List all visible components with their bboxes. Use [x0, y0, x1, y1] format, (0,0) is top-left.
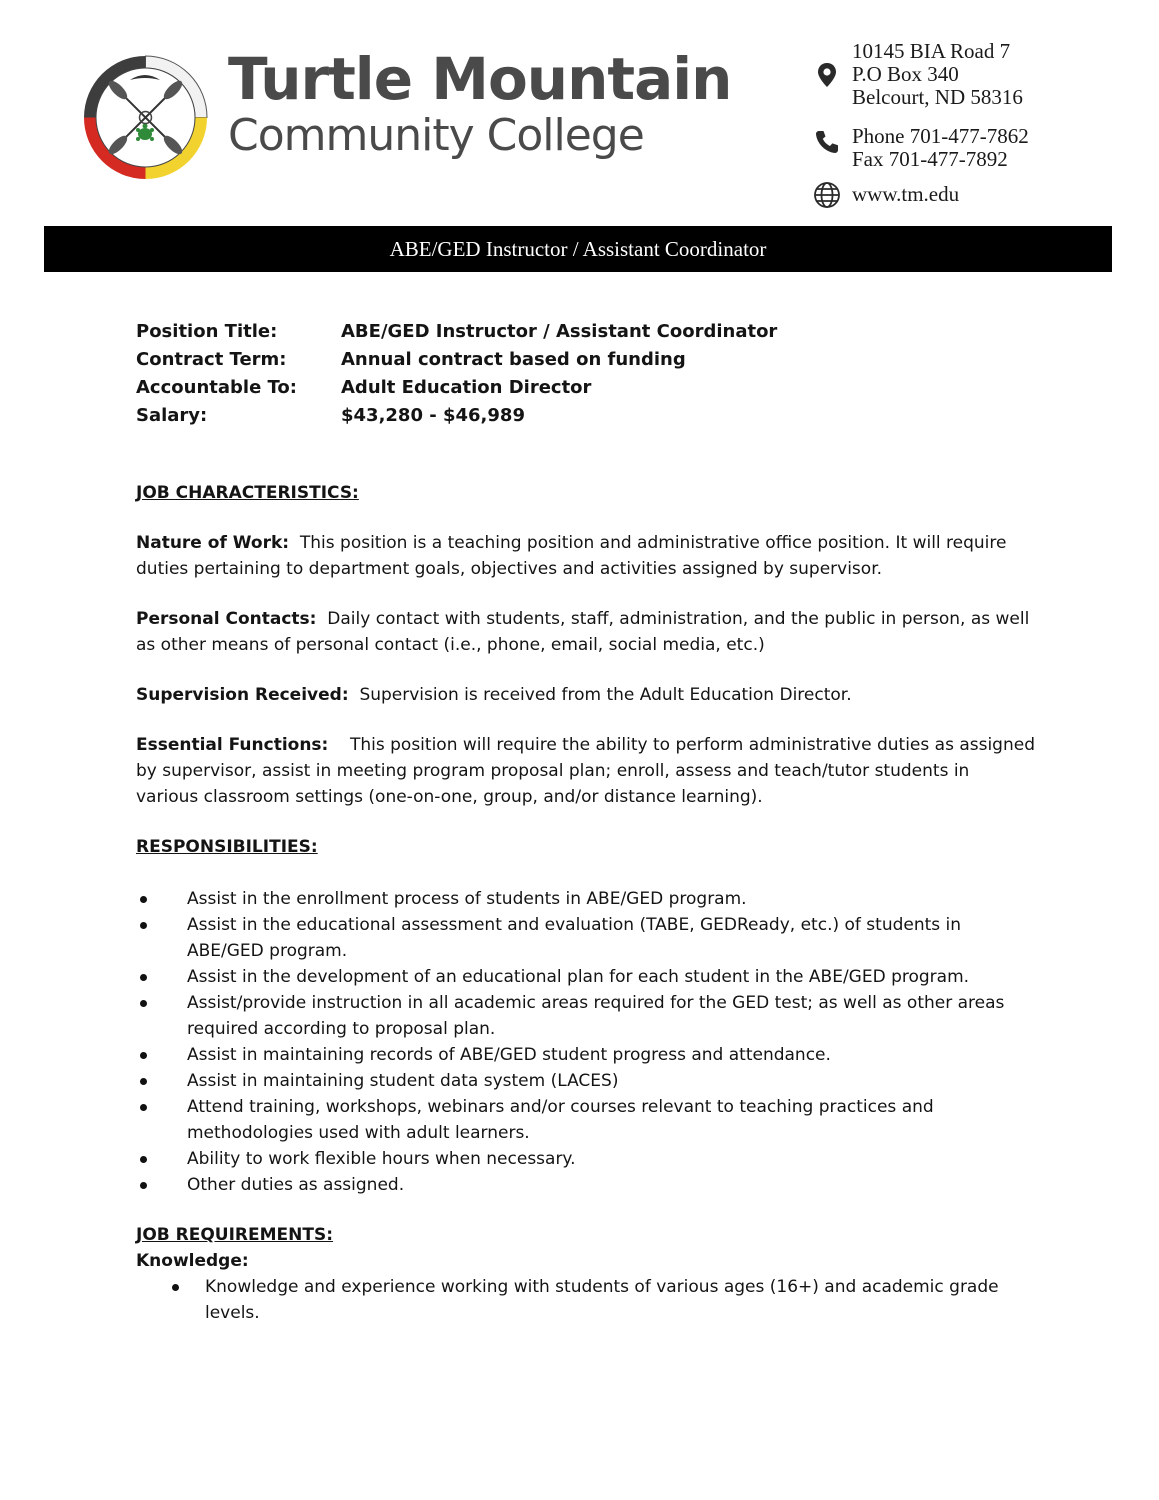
map-pin-icon [812, 60, 842, 90]
address-line-2: P.O Box 340 [852, 62, 959, 86]
personal-contacts-text: Daily contact with students, staff, administration, and the public in person, as well as other means of personal contact (i.e., phone, email, social media, etc.) [136, 609, 1030, 655]
supervision-received-text: Supervision is received from the Adult Education Director. [359, 685, 852, 705]
job-requirements-heading: JOB REQUIREMENTS: [136, 1225, 334, 1245]
knowledge-list [136, 1274, 1036, 1326]
list-item: Ability to work flexible hours when necessary. [136, 1146, 1036, 1172]
list-item: Knowledge and experience working with students of various ages (16+) and academic grade levels. [136, 1274, 1036, 1326]
info-value: Adult Education Director [341, 377, 592, 398]
globe-icon [812, 180, 842, 210]
responsibilities-heading: RESPONSIBILITIES: [136, 837, 318, 857]
phone-number: Phone 701-477-7862 [852, 124, 1029, 148]
nature-of-work-label: Nature of Work: [136, 533, 290, 553]
job-title-banner-text: ABE/GED Instructor / Assistant Coordinator [389, 236, 767, 261]
list-item: Assist in maintaining records of ABE/GED student progress and attendance. [136, 1042, 1036, 1068]
info-row-contract-term [136, 346, 1036, 374]
nature-of-work-paragraph [136, 530, 1036, 582]
list-item: Assist in maintaining student data system (LACES) [136, 1068, 1036, 1094]
info-label: Position Title: [136, 321, 278, 342]
info-row-position-title [136, 318, 1036, 346]
job-characteristics-heading: JOB CHARACTERISTICS: [136, 483, 359, 503]
org-name-line1: Turtle Mountain [228, 45, 732, 113]
info-row-salary [136, 402, 1036, 430]
org-name-line2: Community College [228, 110, 644, 161]
essential-functions-label: Essential Functions: [136, 735, 329, 755]
supervision-received-label: Supervision Received: [136, 685, 349, 705]
essential-functions-paragraph [136, 732, 1036, 810]
info-row-accountable-to [136, 374, 1036, 402]
website-link[interactable]: www.tm.edu [852, 182, 960, 206]
fax-number: Fax 701-477-7892 [852, 147, 1008, 171]
job-title-banner [44, 226, 1112, 272]
nature-of-work-text: This position is a teaching position and administrative office position. It will require duties pertaining to department goals, objectives and activities assigned by supervisor. [136, 533, 1007, 579]
list-item: Assist in the development of an educational plan for each student in the ABE/GED program. [136, 964, 1036, 990]
phone-icon [812, 127, 842, 157]
list-item: Assist in the enrollment process of students in ABE/GED program. [136, 886, 1036, 912]
address-line-3: Belcourt, ND 58316 [852, 85, 1023, 109]
supervision-received-paragraph [136, 682, 1036, 708]
list-item: Assist/provide instruction in all academic areas required for the GED test; as well as other areas required according to proposal plan. [136, 990, 1036, 1042]
essential-functions-text: This position will require the ability to perform administrative duties as assigned by supervisor, assist in meeting program proposal plan; enroll, assess and teach/tutor students in various classroom settings (one-on-one, group, and/or distance learning). [136, 735, 1035, 807]
contact-block [812, 40, 1142, 206]
list-item: Attend training, workshops, webinars and/or courses relevant to teaching practices and methodologies used with adult learners. [136, 1094, 1036, 1146]
knowledge-subheading: Knowledge: [136, 1251, 249, 1271]
info-value: ABE/GED Instructor / Assistant Coordinator [341, 321, 778, 342]
address-block [812, 40, 1142, 109]
responsibilities-list [136, 886, 1036, 1198]
info-label: Accountable To: [136, 377, 297, 398]
website-block [812, 183, 1142, 206]
org-name [228, 45, 732, 161]
address-line-1: 10145 BIA Road 7 [852, 39, 1011, 63]
info-value: $43,280 - $46,989 [341, 405, 525, 426]
list-item: Other duties as assigned. [136, 1172, 1036, 1198]
college-logo [78, 50, 213, 185]
info-label: Salary: [136, 405, 208, 426]
phone-block [812, 125, 1142, 171]
info-value: Annual contract based on funding [341, 349, 686, 370]
personal-contacts-label: Personal Contacts: [136, 609, 317, 629]
position-info-table [136, 318, 1036, 430]
job-description-body [136, 318, 1036, 1326]
tmcc-medicine-wheel-logo-icon [78, 50, 213, 185]
list-item: Assist in the educational assessment and evaluation (TABE, GEDReady, etc.) of students in ABE/GED program. [136, 912, 1036, 964]
personal-contacts-paragraph [136, 606, 1036, 658]
info-label: Contract Term: [136, 349, 287, 370]
